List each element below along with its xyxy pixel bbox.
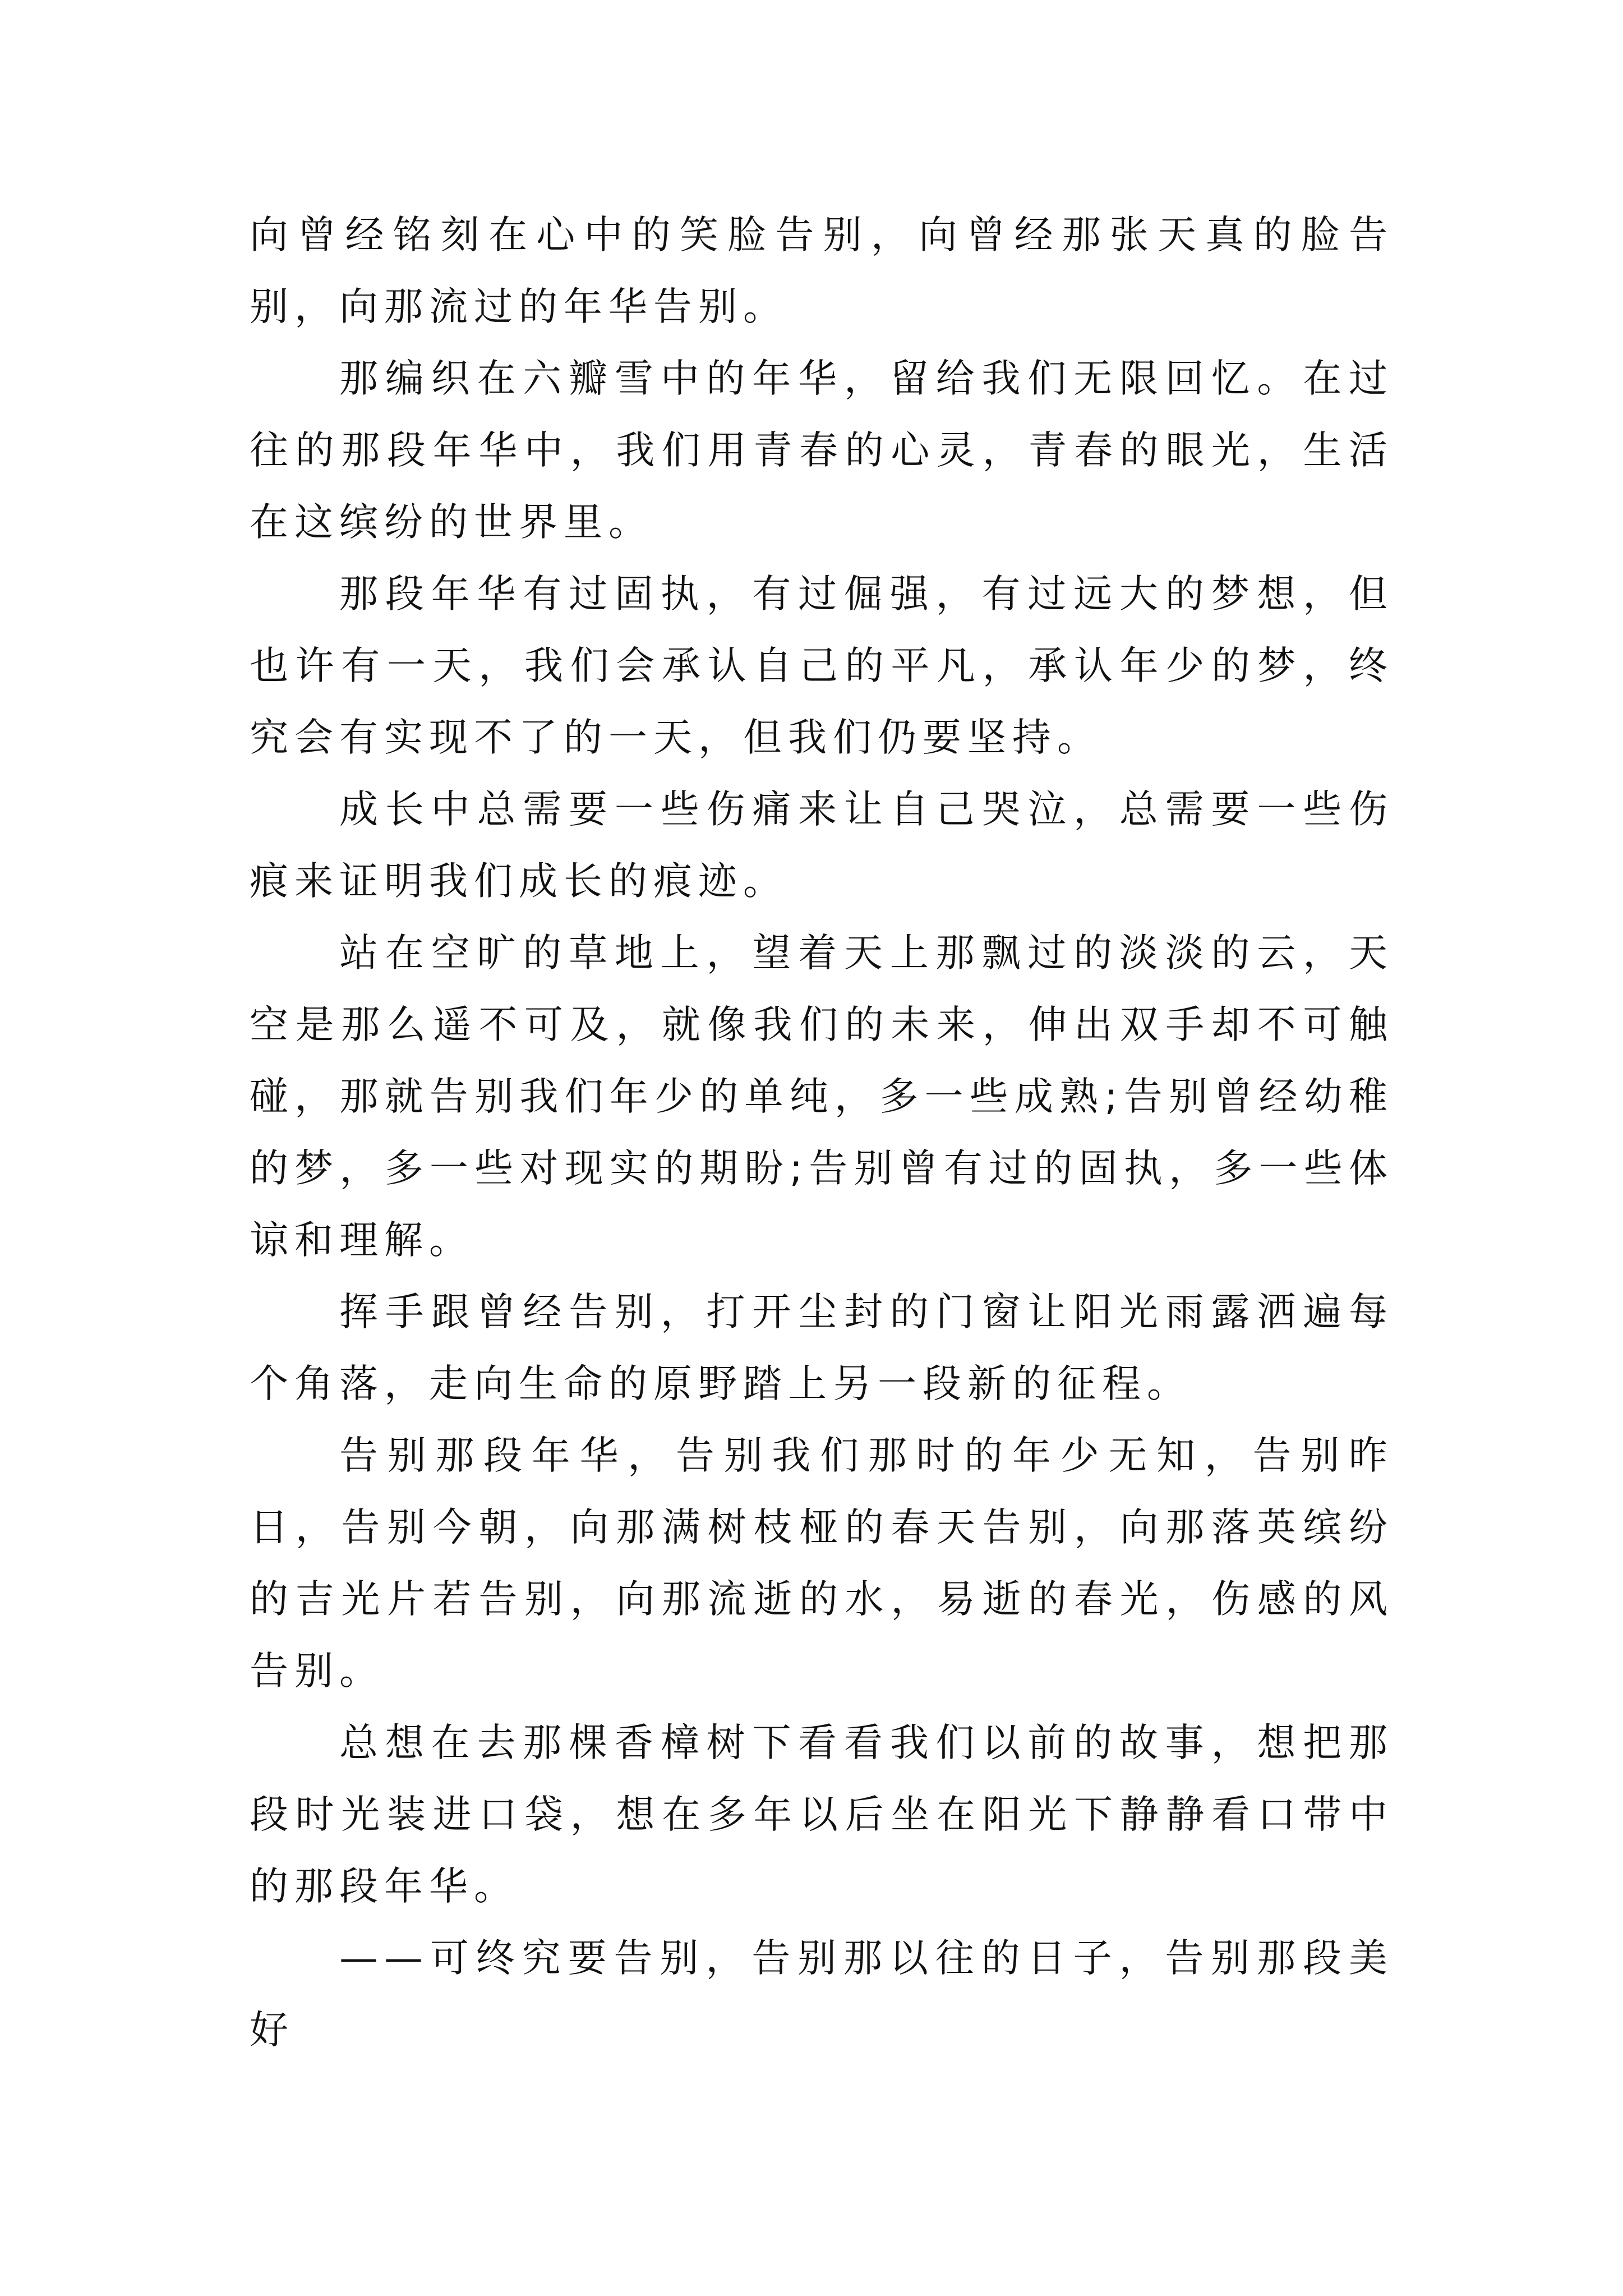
paragraph: 挥手跟曾经告别，打开尘封的门窗让阳光雨露洒遍每个角落，走向生命的原野踏上另一段新的征程。 [250,1290,1394,1406]
paragraph: 告别那段年华，告别我们那时的年少无知，告别昨日，告别今朝，向那满树枝桠的春天告别，向那落英缤纷的吉光片若告别，向那流逝的水，易逝的春光，伤感的风告别。 [250,1433,1394,1694]
paragraph: 总想在去那棵香樟树下看看我们以前的故事，想把那段时光装进口袋，想在多年以后坐在阳光下静静看口带中的那段年华。 [250,1720,1394,1909]
document-body [250,199,1394,2066]
paragraph: ——可终究要告别，告别那以往的日子，告别那段美好 [250,1936,1394,2053]
paragraph: 那编织在六瓣雪中的年华，留给我们无限回忆。在过往的那段年华中，我们用青春的心灵，青春的眼光，生活在这缤纷的世界里。 [250,356,1394,545]
paragraph: 那段年华有过固执，有过倔强，有过远大的梦想，但也许有一天，我们会承认自己的平凡，承认年少的梦，终究会有实现不了的一天，但我们仍要坚持。 [250,572,1394,760]
paragraph: 成长中总需要一些伤痛来让自己哭泣，总需要一些伤痕来证明我们成长的痕迹。 [250,787,1394,904]
paragraph: 向曾经铭刻在心中的笑脸告别，向曾经那张天真的脸告别，向那流过的年华告别。 [250,213,1394,329]
paragraph: 站在空旷的草地上，望着天上那飘过的淡淡的云，天空是那么遥不可及，就像我们的未来，伸出双手却不可触碰，那就告别我们年少的单纯，多一些成熟;告别曾经幼稚的梦，多一些对现实的期盼;告别曾有过的固执，多一些体谅和理解。 [250,931,1394,1263]
